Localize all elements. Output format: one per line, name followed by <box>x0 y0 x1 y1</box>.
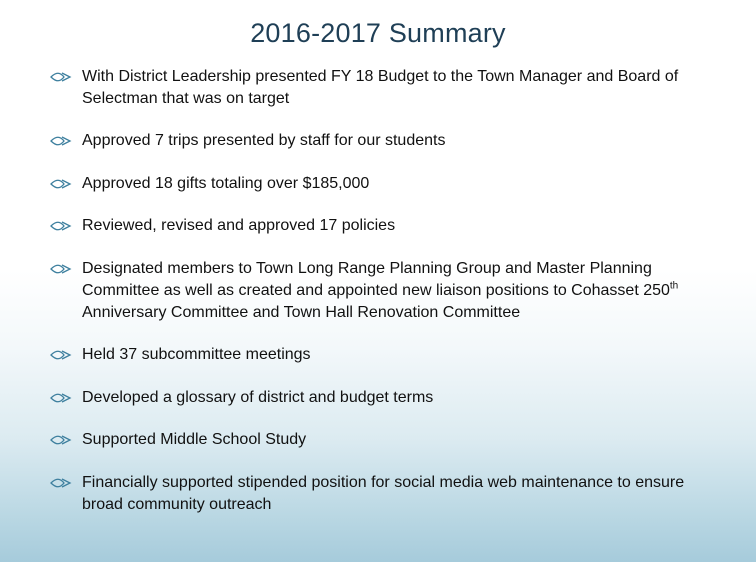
arrow-bullet-icon <box>50 220 76 232</box>
bullet-item <box>50 130 720 152</box>
bullet-text: Approved 7 trips presented by staff for our students <box>82 132 446 149</box>
bullet-item <box>50 66 720 110</box>
bullet-item <box>50 472 720 516</box>
arrow-bullet-icon <box>50 135 76 147</box>
ordinal-superscript: th <box>669 280 679 292</box>
bullet-list <box>50 66 720 516</box>
arrow-bullet-icon <box>50 434 76 446</box>
bullet-text: Approved 18 gifts totaling over $185,000 <box>82 175 370 192</box>
arrow-bullet-icon <box>50 349 76 361</box>
arrow-bullet-icon <box>50 178 76 190</box>
arrow-bullet-icon <box>50 477 76 489</box>
bullet-text-part: Designated members to Town Long Range Planning Group and Master Planning Committee as well as created and appointed new liaison positions to Cohasset 250 <box>82 260 670 299</box>
bullet-item <box>50 258 720 324</box>
bullet-text: Financially supported stipended position for social media web maintenance to ensure broad community outreach <box>82 474 685 513</box>
bullet-text: Reviewed, revised and approved 17 policies <box>82 217 396 234</box>
bullet-text-part: Anniversary Committee and Town Hall Renovation Committee <box>82 304 521 321</box>
bullet-item <box>50 429 720 451</box>
slide-title: 2016-2017 Summary <box>250 18 506 48</box>
bullet-text: With District Leadership presented FY 18 Budget to the Town Manager and Board of Selectman that was on target <box>82 68 679 107</box>
bullet-item <box>50 173 720 195</box>
bullet-item <box>50 344 720 366</box>
arrow-bullet-icon <box>50 392 76 404</box>
bullet-text <box>82 260 678 321</box>
arrow-bullet-icon <box>50 263 76 275</box>
bullet-text: Held 37 subcommittee meetings <box>82 346 311 363</box>
bullet-text: Supported Middle School Study <box>82 431 307 448</box>
bullet-item <box>50 215 720 237</box>
bullet-text: Developed a glossary of district and budget terms <box>82 389 434 406</box>
bullet-item <box>50 387 720 409</box>
arrow-bullet-icon <box>50 71 76 83</box>
